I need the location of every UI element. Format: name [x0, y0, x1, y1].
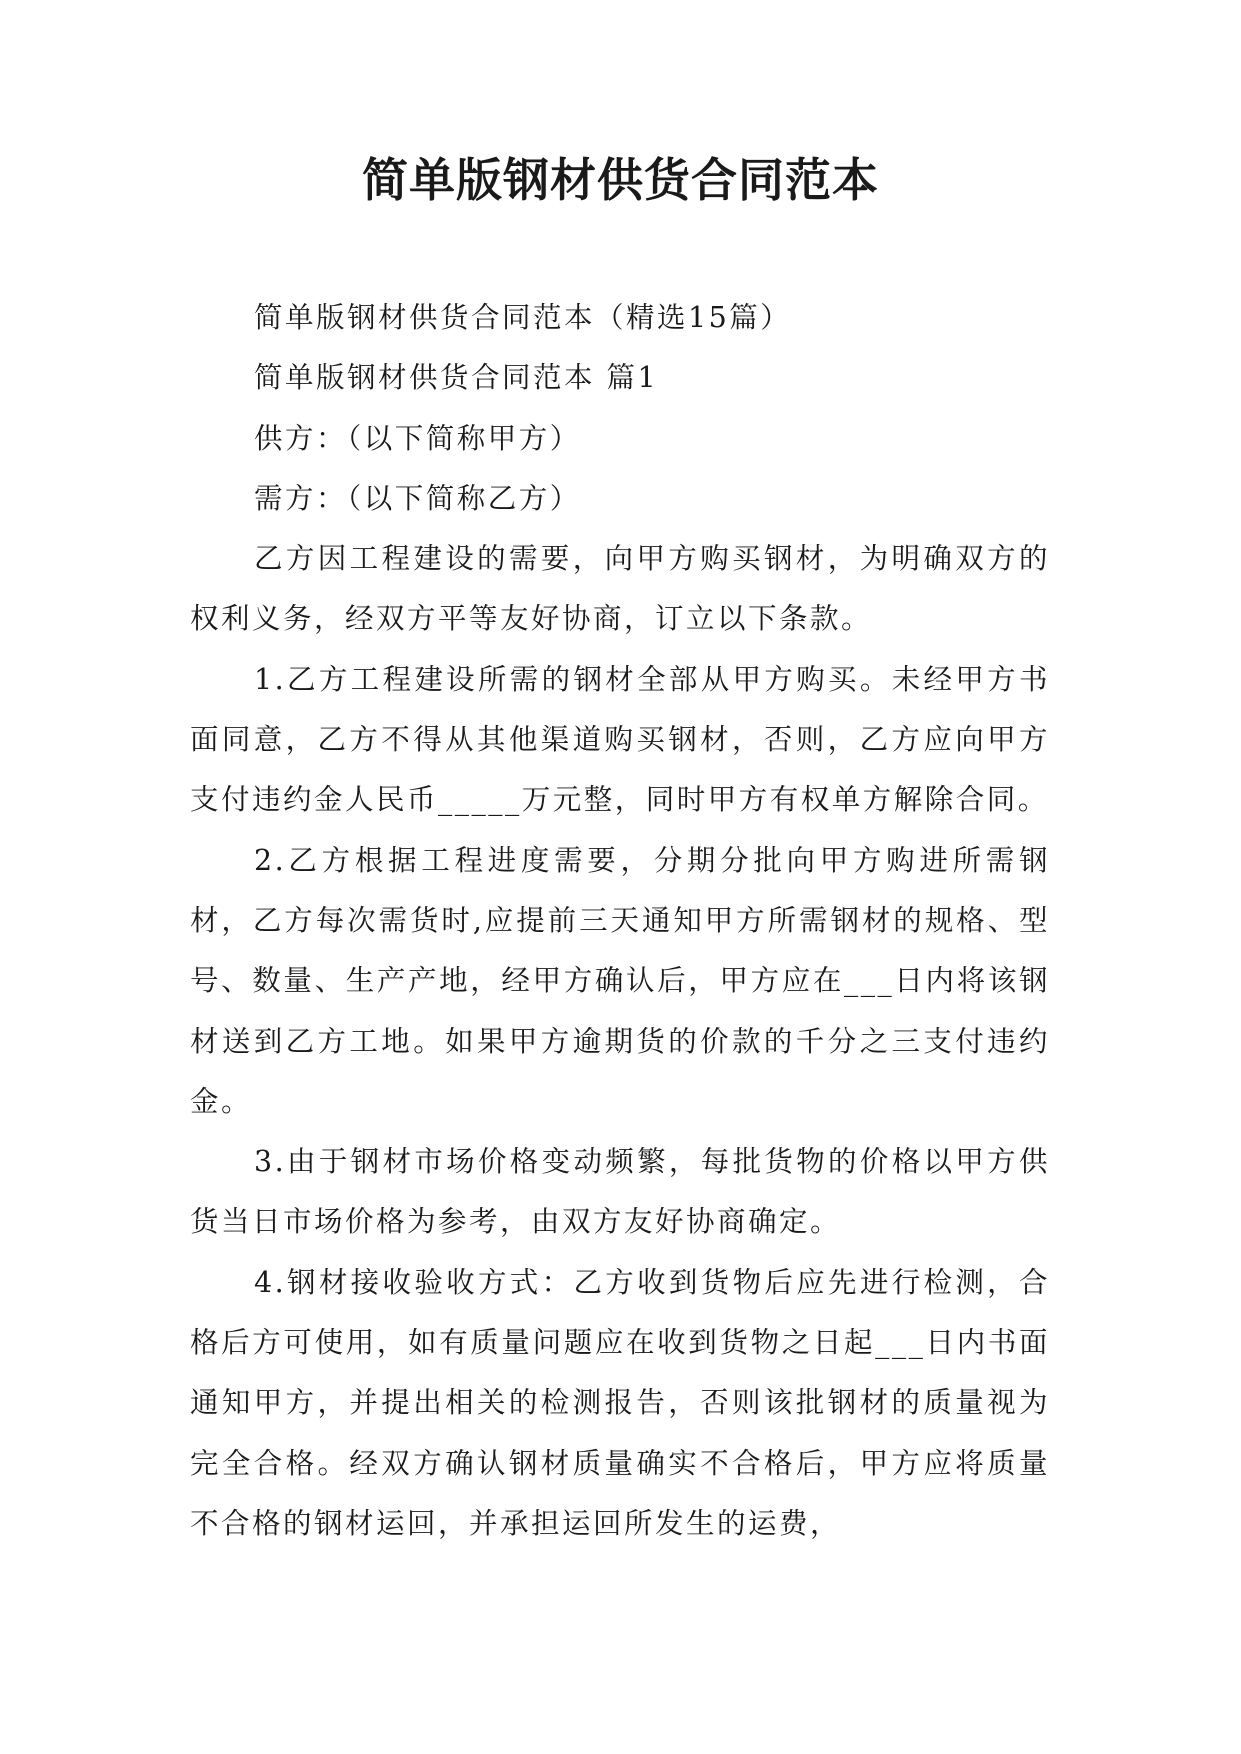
- clause-2-paragraph: 2.乙方根据工程进度需要，分期分批向甲方购进所需钢材，乙方每次需货时,应提前三天通知甲方所需钢材的规格、型号、数量、生产产地，经甲方确认后，甲方应在___日内将该钢材送到乙方工地。如果甲方逾期货的价款的千分之三支付违约金。: [190, 843, 1050, 1118]
- subtitle-paragraph: 简单版钢材供货合同范本（精选15篇）: [254, 301, 792, 334]
- buyer-line: 需方：（以下简称乙方）: [254, 481, 581, 515]
- document-title: 简单版钢材供货合同范本: [362, 153, 879, 207]
- clause-4-paragraph: 4.钢材接收验收方式：乙方收到货物后应先进行检测，合格后方可使用，如有质量问题应在收到货物之日起___日内书面通知甲方，并提出相关的检测报告，否则该批钢材的质量视为完全合格。经双方确认钢材质量确实不合格后，甲方应将质量不合格的钢材运回，并承担运回所发生的运费，: [190, 1265, 1050, 1540]
- document-body: [190, 288, 1050, 1554]
- intro-paragraph: 乙方因工程建设的需要，向甲方购买钢材，为明确双方的权利义务，经双方平等友好协商，订立以下条款。: [190, 542, 1050, 636]
- clause-1-paragraph: 1.乙方工程建设所需的钢材全部从甲方购买。未经甲方书面同意，乙方不得从其他渠道购买钢材，否则，乙方应向甲方支付违约金人民币_____万元整，同时甲方有权单方解除合同。: [190, 662, 1050, 817]
- clause-3-paragraph: 3.由于钢材市场价格变动频繁，每批货物的价格以甲方供货当日市场价格为参考，由双方友好协商确定。: [190, 1145, 1050, 1239]
- supplier-line: 供方：（以下简称甲方）: [254, 421, 581, 455]
- section-heading: 简单版钢材供货合同范本 篇1: [254, 361, 659, 395]
